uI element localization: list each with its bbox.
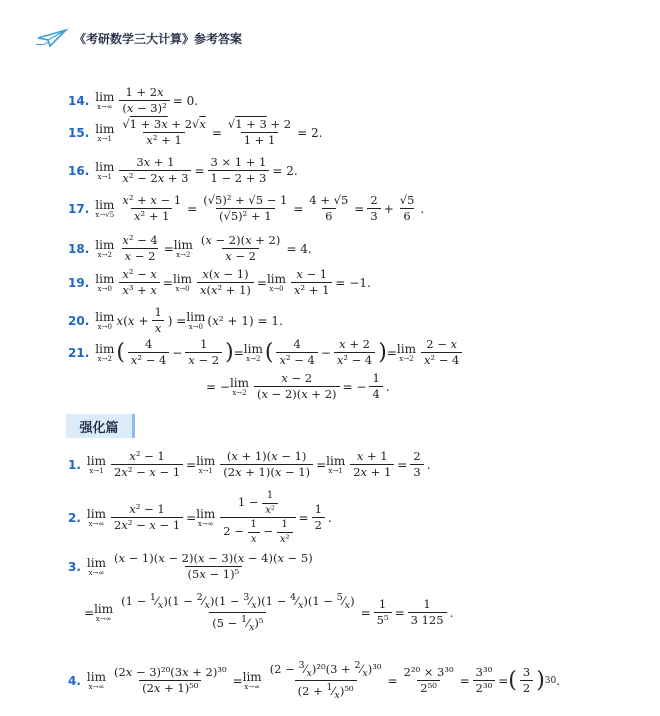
problem-14: 14. lim x→∞ $\frac{1 + 2x}{\text{(x − 3)²}}$ = 0. [68, 85, 199, 116]
problem-18: 18. lim x→2 $\frac{\text{x² − 4}}{x - 2}$ = lim x→2 $\frac{(x - 2)(x + 2)}{x - 2}$ = 4. [68, 233, 312, 264]
header-title: 《考研数学三大计算》参考答案 [74, 32, 243, 46]
problem-15: 15. lim x→1 $\frac{√1 + 3x + 2√x}{\text{x² + 1}}$ = $\frac{√1 + 3 + 2}{1 + 1}$ = 2. [68, 117, 323, 148]
problem-21: 21. lim x→2 ( $\frac{4}{\text{x² − 4}}$ − $\frac{1}{x - 2}$ ) = lim x→2 ( $\frac{4}{\text{x² − 4}}$ − $\frac{x + 2}{\text{x² − 4}}$ ) = lim x→2 $\frac{2 - x}{\text{x² − 4}}$ [68, 338, 465, 367]
problem-21-cont: = − lim x→2 $\frac{x - 2}{(x - 2)(x + 2)}$ = − $\frac{1}{4}$ . [206, 371, 390, 402]
section-title: 强化篇 [66, 414, 135, 438]
problem-16: 16. lim x→1 $\frac{3x + 1}{\text{x² − 2x + 3}}$ = $\frac{3 \times 1 + 1}{1 - 2 + 3}$ = 2. [68, 155, 298, 186]
problem-17: 17. lim x→√5 $\frac{\text{x² + x − 1}}{\text{x² + 1}}$ = $\frac{\text{(√5)² + √5 − 1}}{\text{(√5)² + 1}}$ = $\frac{4 + √5}{6}$ = $\frac{2}{3}$ + $\frac{√5}{6}$ . [68, 193, 425, 224]
problem-4: 4. lim x→∞ $\frac{\text{(2x − 3)²⁰(3x + 2)³⁰}}{\text{(2x + 1)⁵⁰}}$ = lim x→∞ $\frac{(2 - ^3⁄_x)^{20}(3 + ^2⁄_x)^{30}}{(2 + ^1⁄_x)^{50}}$ = $\frac{\text{2²⁰ × 3³⁰}}{\text{2⁵⁰}}$ = $\frac{\text{3³⁰}}{\text{2³⁰}}$ = ( $\frac{3}{2}$ ) 30 . [68, 660, 561, 702]
problem-2: 2. lim x→∞ $\frac{\text{x² − 1}}{\text{2x² − x − 1}}$ = lim x→∞ 1 − $\frac{1}{\text{x²}}$ 2 − $\frac{1}{x}$ − $\frac{1}{\text{x²}}$ = $\frac{1}{2}$ . [68, 490, 332, 545]
problem-3-cont: = lim x→∞ $\frac{(1 - ^1⁄_x)(1 - ^2⁄_x)(1 - ^3⁄_x)(1 - ^4⁄_x)(1 - ^5⁄_x)}{(5 - ^1⁄_x)^5}$ = $\frac{1}{\text{5⁵}}$ = $\frac{1}{3 125}$ . [84, 592, 454, 634]
problem-19: 19. lim x→0 $\frac{\text{x² − x}}{\text{x³ + x}}$ = lim x→0 $\frac{x(x - 1)}{\text{x(x² + 1)}}$ = lim x→0 $\frac{x - 1}{\text{x² + 1}}$ = −1. [68, 267, 371, 298]
problem-3: 3. lim x→∞ $\frac{(x - 1)(x - 2)(x - 3)(x - 4)(x - 5)}{\text{(5x − 1)⁵}}$ [68, 551, 313, 582]
problem-20: 20. lim x→0 x(x + $\frac{1}{x}$ ) = lim x→0 (x² + 1) = 1. [68, 305, 283, 336]
problem-1: 1. lim x→1 $\frac{\text{x² − 1}}{\text{2x² − x − 1}}$ = lim x→1 $\frac{(x + 1)(x - 1)}{(2x + 1)(x - 1)}$ = lim x→1 $\frac{x + 1}{2x + 1}$ = $\frac{2}{3}$ . [68, 449, 431, 480]
